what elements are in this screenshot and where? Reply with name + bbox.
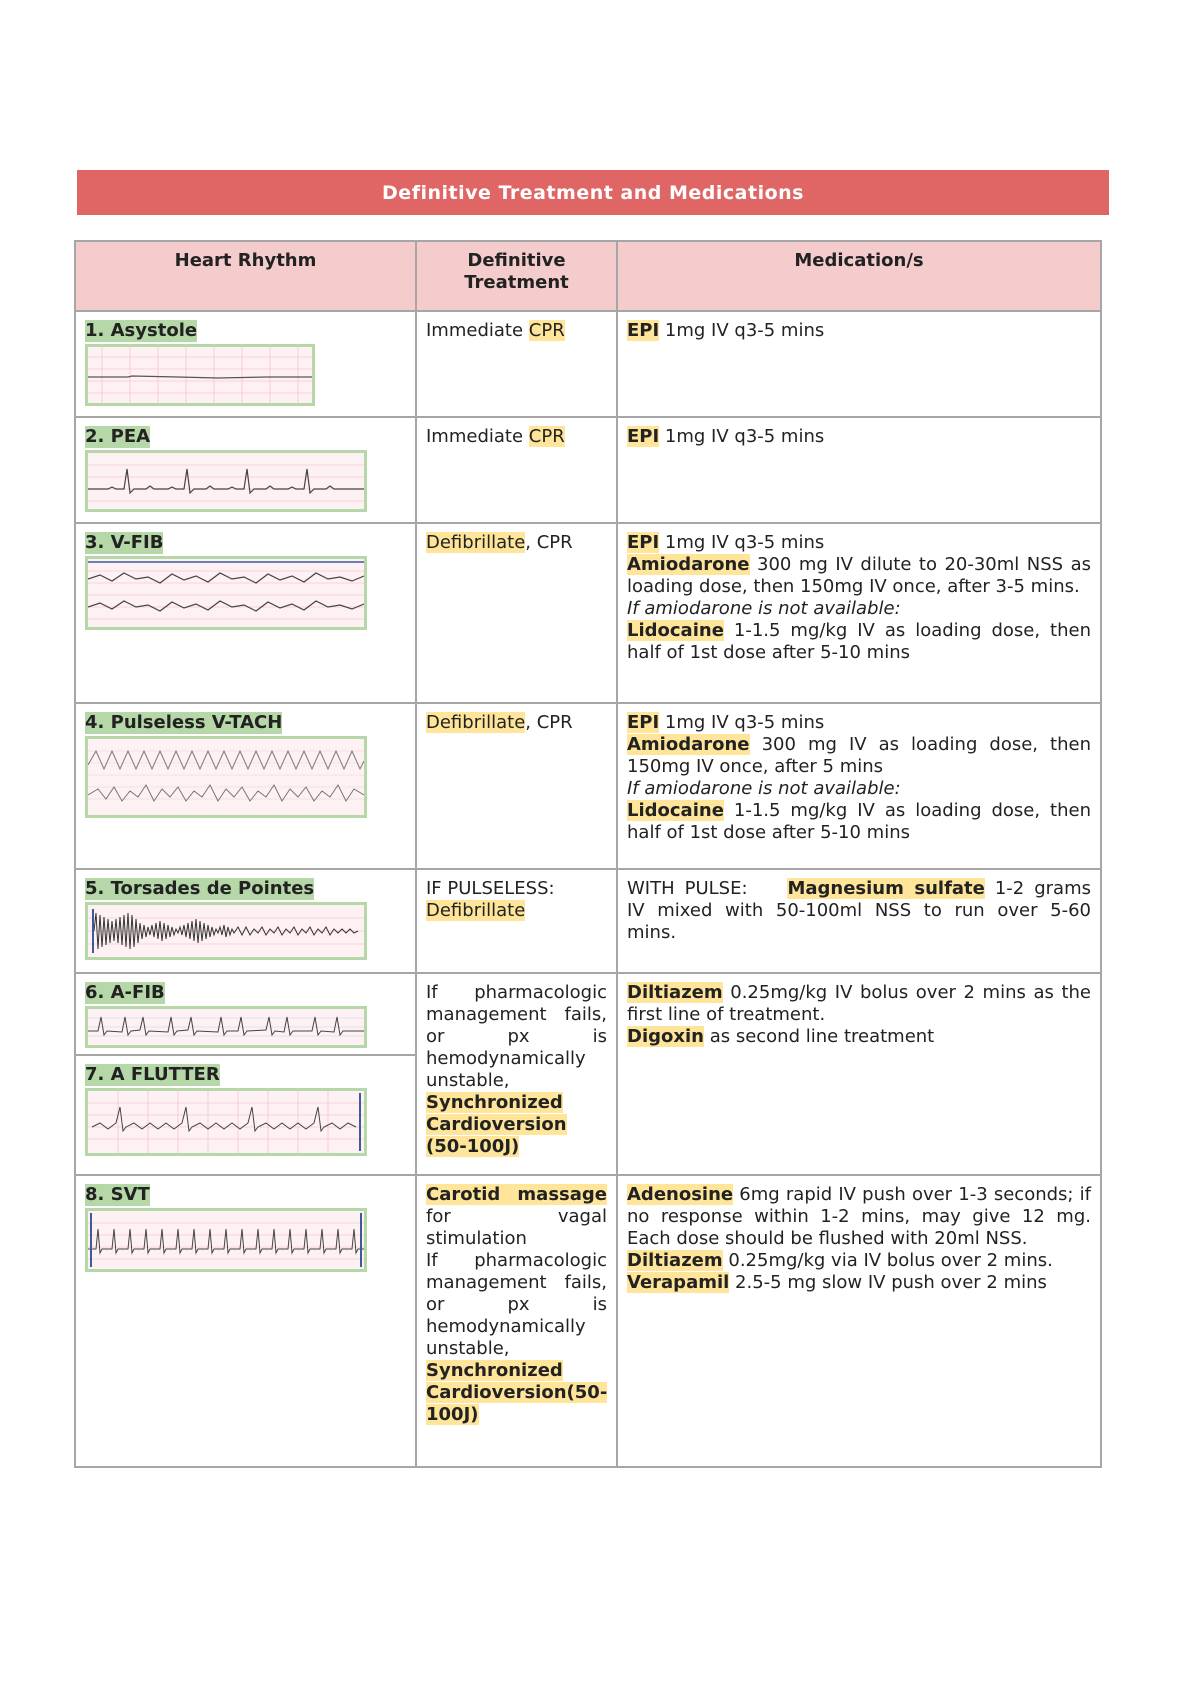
- alternative-note: If amiodarone is not available:: [627, 598, 901, 619]
- drug-name: Digoxin: [627, 1026, 704, 1047]
- alternative-note: If amiodarone is not available:: [627, 778, 901, 799]
- drug-dose: 1-1.5 mg/kg IV as loading dose, then half of 1st dose after 5-10 mins: [627, 620, 1091, 663]
- drug-dose: 6mg rapid IV push over 1-3 seconds; if no response within 1-2 mins, may give 12 mg. Each dose should be flushed with 20ml NSS.: [627, 1184, 1091, 1249]
- ecg-strip-image: [85, 450, 367, 512]
- treatment-text: If pharmacologic management fails, or px is hemodynamically unstable,: [426, 1250, 607, 1359]
- pea-ecg-trace: [88, 453, 364, 509]
- afib-ecg-trace: [88, 1009, 364, 1045]
- rhythm-label: 6. A-FIB: [85, 982, 165, 1003]
- drug-name: Adenosine: [627, 1184, 734, 1205]
- treatment-highlight: Synchronized Cardioversion(50-100J): [426, 1360, 608, 1425]
- drug-dose: 1mg IV q3-5 mins: [659, 532, 825, 553]
- drug-dose: 1mg IV q3-5 mins: [659, 426, 825, 447]
- drug-name: Amiodarone: [627, 734, 750, 755]
- table-row: [75, 1175, 1101, 1467]
- rhythm-label: 7. A FLUTTER: [85, 1064, 220, 1085]
- treatment-cell: [416, 311, 617, 417]
- drug-name: Diltiazem: [627, 982, 723, 1003]
- ecg-strip-image: [85, 1088, 367, 1156]
- drug-dose: 2.5-5 mg slow IV push over 2 mins: [729, 1272, 1047, 1293]
- treatment-cell: [416, 523, 617, 703]
- torsades-ecg-trace: [88, 905, 364, 957]
- drug-dose: as second line treatment: [703, 1026, 935, 1047]
- rhythm-label: 2. PEA: [85, 426, 151, 447]
- table-header-row: [75, 241, 1101, 311]
- rhythm-cell: [75, 417, 416, 523]
- drug-dose: 0.25mg/kg via IV bolus over 2 mins.: [722, 1250, 1053, 1271]
- drug-dose: 1-2 grams IV mixed with 50-100ml NSS to run over 5-60 mins.: [627, 878, 1091, 943]
- medication-cell: [617, 311, 1101, 417]
- medication-cell: [617, 703, 1101, 869]
- ecg-strip-image: [85, 902, 367, 960]
- with-pulse-label: WITH PULSE:: [627, 878, 758, 899]
- medication-cell: [617, 1175, 1101, 1467]
- treatment-highlight: CPR: [528, 426, 565, 447]
- medication-cell: [617, 417, 1101, 523]
- table-row: [75, 703, 1101, 869]
- treatment-cell: [416, 703, 617, 869]
- asystole-ecg-trace: [88, 347, 312, 403]
- treatment-text: IF PULSELESS:: [426, 878, 555, 899]
- ecg-strip-image: [85, 556, 367, 630]
- rhythm-cell: [75, 311, 416, 417]
- treatment-text: Immediate: [426, 426, 529, 447]
- drug-dose: 300 mg IV dilute to 20-30ml NSS as loading dose, then 150mg IV once, after 3-5 mins.: [627, 554, 1091, 597]
- table-row: [75, 869, 1101, 973]
- rhythm-label: 4. Pulseless V-TACH: [85, 712, 283, 733]
- aflutter-ecg-trace: [88, 1091, 364, 1153]
- treatment-cell: [416, 1175, 617, 1467]
- table-row: [75, 973, 1101, 1175]
- treatment-cell: [416, 973, 617, 1175]
- table-row: [75, 311, 1101, 417]
- drug-name: EPI: [627, 532, 660, 553]
- drug-dose: 300 mg IV as loading dose, then 150mg IV once, after 5 mins: [627, 734, 1091, 777]
- vtach-ecg-trace: [88, 739, 364, 815]
- treatment-text: If pharmacologic management fails, or px is hemodynamically unstable,: [426, 982, 607, 1091]
- drug-name: Diltiazem: [627, 1250, 723, 1271]
- drug-name: Amiodarone: [627, 554, 750, 575]
- header-medications: Medication/s: [617, 241, 1101, 311]
- ecg-strip-image: [85, 1006, 367, 1048]
- treatment-highlight: CPR: [528, 320, 565, 341]
- treatment-highlight: Defibrillate: [426, 900, 526, 921]
- table-row: [75, 417, 1101, 523]
- treatment-highlight: Defibrillate: [426, 532, 526, 553]
- drug-name: Magnesium sulfate: [787, 878, 985, 899]
- drug-name: EPI: [627, 320, 660, 341]
- treatment-text: Immediate: [426, 320, 529, 341]
- vfib-ecg-trace: [88, 559, 364, 627]
- rhythm-label: 8. SVT: [85, 1184, 150, 1205]
- drug-dose: 1mg IV q3-5 mins: [659, 320, 825, 341]
- rhythm-cell: [75, 523, 416, 703]
- treatment-cell: [416, 417, 617, 523]
- rhythm-cell: [75, 703, 416, 869]
- rhythm-label: 1. Asystole: [85, 320, 198, 341]
- drug-name: Verapamil: [627, 1272, 730, 1293]
- medication-cell: [617, 973, 1101, 1175]
- treatment-highlight: Synchronized Cardioversion (50-100J): [426, 1092, 567, 1157]
- medication-cell: [617, 869, 1101, 973]
- treatment-cell: [416, 869, 617, 973]
- drug-name: Lidocaine: [627, 620, 724, 641]
- drug-name: Lidocaine: [627, 800, 724, 821]
- ecg-strip-image: [85, 736, 367, 818]
- drug-dose: 1-1.5 mg/kg IV as loading dose, then half of 1st dose after 5-10 mins: [627, 800, 1091, 843]
- drug-name: EPI: [627, 712, 660, 733]
- table-row: [75, 523, 1101, 703]
- page-title: Definitive Treatment and Medications: [77, 170, 1109, 215]
- treatment-text: , CPR: [525, 532, 573, 553]
- ecg-strip-image: [85, 344, 315, 406]
- medication-cell: [617, 523, 1101, 703]
- rhythm-cell: [75, 1175, 416, 1467]
- header-definitive-treatment: Definitive Treatment: [416, 241, 617, 311]
- treatment-text: , CPR: [525, 712, 573, 733]
- svt-ecg-trace: [88, 1211, 364, 1269]
- rhythm-cell: [75, 973, 416, 1175]
- drug-dose: 1mg IV q3-5 mins: [659, 712, 825, 733]
- treatment-text: for vagal stimulation: [426, 1206, 607, 1249]
- header-heart-rhythm: Heart Rhythm: [75, 241, 416, 311]
- rhythm-cell: [75, 869, 416, 973]
- treatment-highlight: Carotid massage: [426, 1184, 607, 1205]
- drug-name: EPI: [627, 426, 660, 447]
- rhythm-label: 3. V-FIB: [85, 532, 164, 553]
- rhythm-label: 5. Torsades de Pointes: [85, 878, 315, 899]
- treatment-highlight: Defibrillate: [426, 712, 526, 733]
- drug-dose: 0.25mg/kg IV bolus over 2 mins as the first line of treatment.: [627, 982, 1091, 1025]
- treatment-table: [74, 240, 1102, 1468]
- ecg-strip-image: [85, 1208, 367, 1272]
